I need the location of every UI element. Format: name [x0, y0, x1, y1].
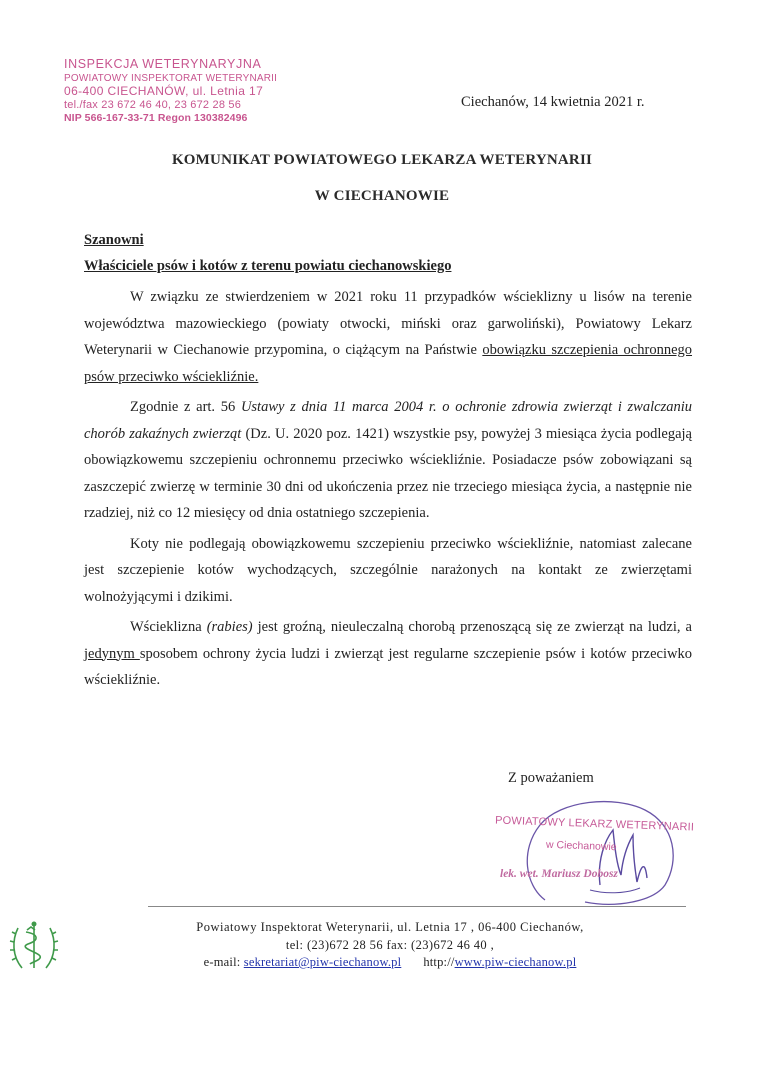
obligation-underline: obowiązku szczepienia ochronnego psów przeciwko wściekliźnie.	[84, 342, 693, 385]
email-link[interactable]: sekretariat@piw-ciechanow.pl	[243, 955, 402, 969]
greeting-line-2: Właściciele psów i kotów z terenu powiatu ciechanowskiego	[84, 258, 452, 274]
document-title: KOMUNIKAT POWIATOWEGO LEKARZA WETERYNARII	[171, 152, 593, 168]
footer-divider	[148, 906, 686, 907]
paragraph-3: Koty nie podlegają obowiązkowemu szczepieniu przeciwko wściekliźnie, natomiast zalecane jest szczepienie kotów wychodzących, szczególnie narażonych na kontakt ze zwierzętami wolnożyjącymi i dzikimi.	[84, 535, 692, 605]
letter-body	[84, 284, 692, 694]
stamp-line-4: tel./fax 23 672 46 40, 23 672 28 56	[64, 98, 242, 111]
act-title: Ustawy z dnia 11 marca 2004 r. o ochronie zdrowia zwierząt i zwalczaniu chorób zakaźnych zwierząt	[84, 399, 692, 442]
signature-stamp-line-2: w Ciechanowie	[545, 838, 617, 854]
inspectorate-stamp	[64, 58, 277, 126]
stamp-line-2: POWIATOWY INSPEKTORAT WETERYNARII	[64, 72, 278, 84]
footer-address: Powiatowy Inspektorat Weterynarii, ul. Letnia 17 , 06-400 Ciechanów,	[196, 920, 584, 934]
signature-stamp-name: lek. wet. Mariusz Dobosz	[500, 868, 618, 880]
veterinary-logo-icon	[8, 918, 60, 976]
stamp-line-5: NIP 566-167-33-71 Regon 130382496	[64, 112, 248, 124]
stamp-line-3: 06-400 CIECHANÓW, ul. Letnia 17	[64, 84, 264, 98]
web-label: http://	[423, 955, 455, 969]
email-label: e-mail:	[203, 955, 244, 969]
date-line: Ciechanów, 14 kwietnia 2021 r.	[461, 94, 645, 110]
footer-phone: tel: (23)672 28 56 fax: (23)672 46 40 ,	[285, 938, 495, 952]
website-link[interactable]: www.piw-ciechanow.pl	[454, 955, 577, 969]
closing-salutation: Z poważaniem	[508, 770, 594, 786]
paragraph-1: W związku ze stwierdzeniem w 2021 roku 11 przypadków wścieklizny u lisów na terenie województwa mazowieckiego (powiaty otwocki, miński oraz garwoliński), Powiatowy Lekarz Weterynarii w Ciechanowie przypomina, o ciążącym na Państwie obowiązku szczepienia ochronnego psów przeciwko wściekliźnie.	[84, 289, 693, 385]
greeting-line-1: Szanowni	[84, 232, 144, 248]
stamp-line-1: INSPEKCJA WETERYNARYJNA	[64, 57, 262, 71]
signature-stamp-line-1: POWIATOWY LEKARZ WETERYNARII	[494, 814, 695, 834]
paragraph-4: Wścieklizna (rabies) jest groźną, nieuleczalną chorobą przenoszącą się ze zwierząt na ludzi, a jedynym sposobem ochrony życia ludzi i zwierząt jest regularne szczepienie psów i kotów przeciwko wściekliźnie.	[84, 619, 692, 688]
paragraph-2: Zgodnie z art. 56 Ustawy z dnia 11 marca 2004 r. o ochronie zdrowia zwierząt i zwalczaniu chorób zakaźnych zwierząt (Dz. U. 2020 poz. 1421) wszystkie psy, powyżej 3 miesiąca życia podlegają obowiązkowemu szczepieniu ochronnemu przeciwko wściekliźnie. Posiadacze psów zobowiązani są zaszczepić zwierzę w terminie 30 dni od ukończenia przez nie trzeciego miesiąca życia, a następnie nie rzadziej, niż co 12 miesięcy od dnia ostatniego szczepienia.	[84, 399, 692, 521]
footer-contact	[60, 955, 720, 970]
document-subtitle: W CIECHANOWIE	[314, 188, 450, 204]
